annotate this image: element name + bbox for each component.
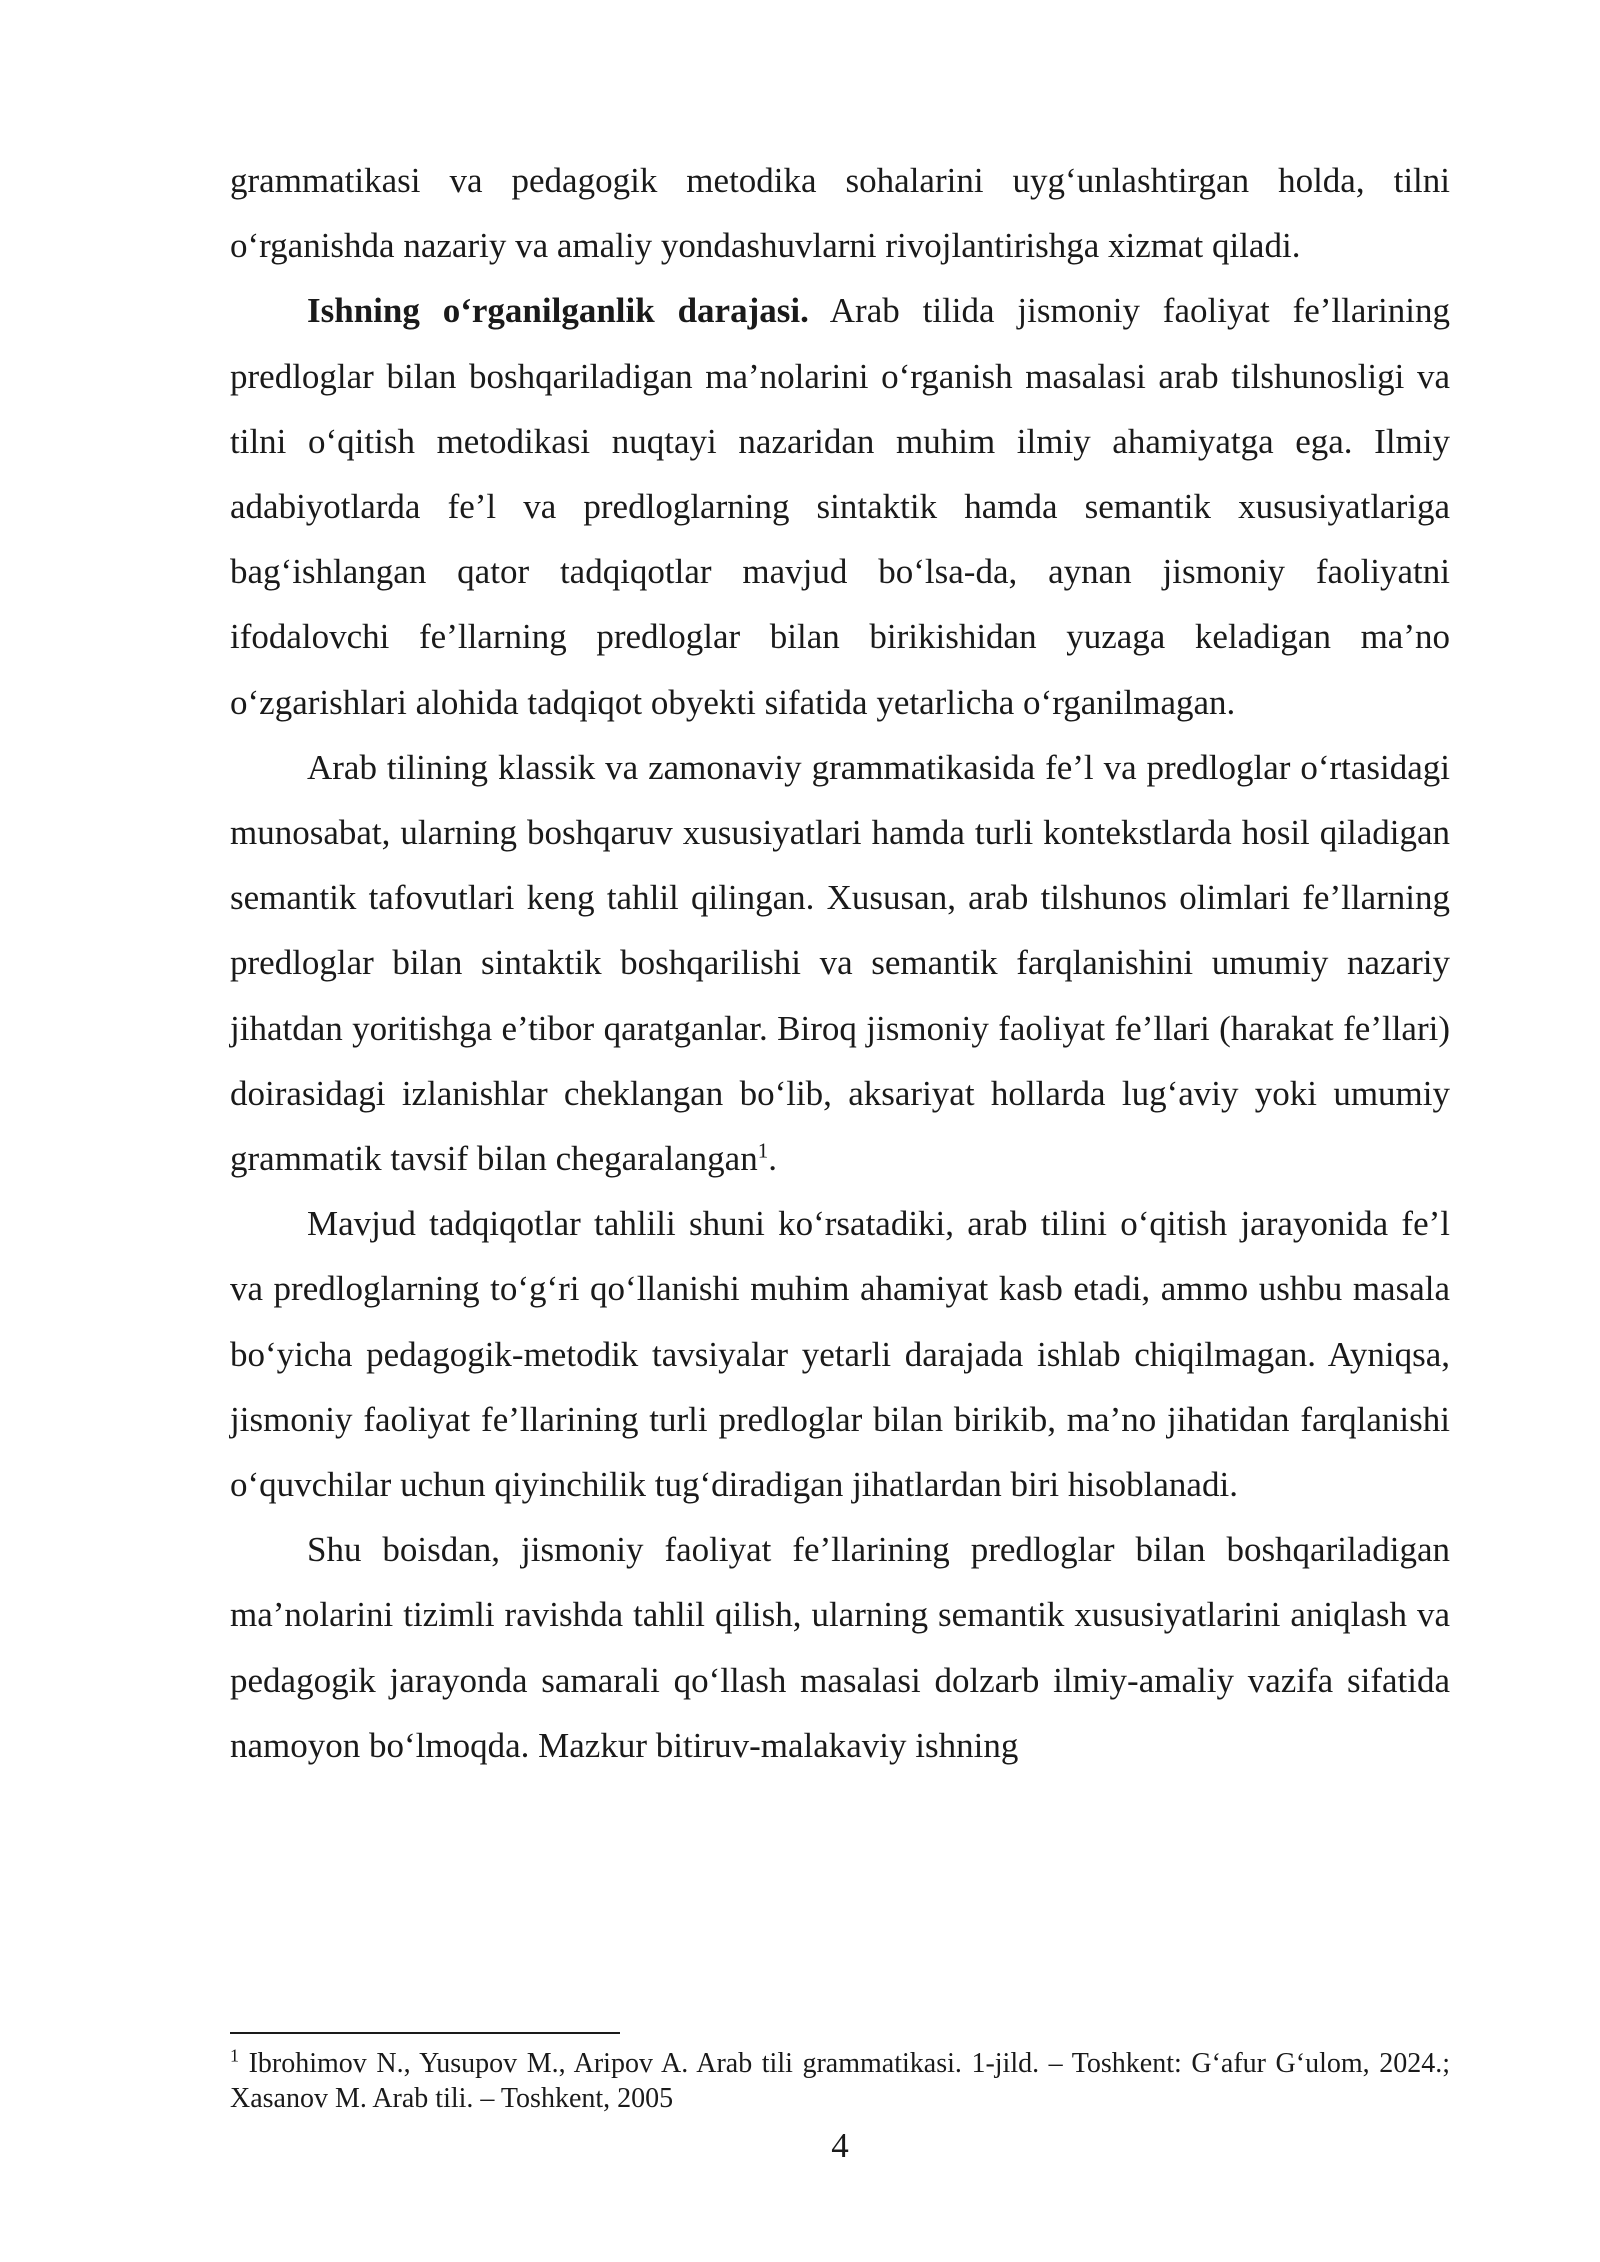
paragraph-text: Arab tilining klassik va zamonaviy grammatikasida fe’l va predloglar o‘rtasidagi munosabat, ularning boshqaruv xususiyatlari hamda turli kontekstlarda hosil qiladigan semantik tafovutlari keng tahlil qilingan. Xususan, arab tilshunos olimlari fe’llarning predloglar bilan sintaktik boshqarilishi va semantik farqlanishini umumiy nazariy jihatdan yoritishga e’tibor qaratganlar. Biroq jismoniy faoliyat fe’llari (harakat fe’llari) doirasidagi izlanishlar cheklangan bo‘lib, aksariyat hollarda lug‘aviy yoki umumiy grammatik tavsif bilan chegaralangan	[230, 747, 1450, 1179]
footnote-number: 1	[230, 2045, 239, 2066]
footnote-separator	[230, 2032, 620, 2034]
footnote	[230, 2046, 1450, 2116]
body-text	[230, 148, 1450, 1778]
paragraph-text: Shu boisdan, jismoniy faoliyat fe’llarining predloglar bilan boshqariladigan ma’nolarini tizimli ravishda tahlil qilish, ularning semantik xususiyatlarini aniqlash va pedagogik jarayonda samarali qo‘llash masalasi dolzarb ilmiy-amaliy vazifa sifatida namoyon bo‘lmoqda. Mazkur bitiruv-malakaviy ishning	[230, 1530, 1450, 1765]
paragraph-grammar-review	[230, 735, 1450, 1191]
paragraph-continuation	[230, 148, 1450, 278]
paragraph-relevance	[230, 1517, 1450, 1778]
section-heading-inline: Ishning o‘rganilganlik darajasi.	[307, 291, 809, 331]
page-number: 4	[831, 2126, 849, 2165]
footnote-text: Ibrohimov N., Yusupov M., Aripov A. Arab tili grammatikasi. 1-jild. – Toshkent: G‘afur G‘ulom, 2024.; Xasanov M. Arab tili. – Toshkent, 2005	[230, 2048, 1450, 2114]
paragraph-study-level	[230, 278, 1450, 734]
paragraph-analysis	[230, 1191, 1450, 1517]
paragraph-text: Mavjud tadqiqotlar tahlili shuni ko‘rsatadiki, arab tilini o‘qitish jarayonida fe’l va predloglarning to‘g‘ri qo‘llanishi muhim ahamiyat kasb etadi, ammo ushbu masala bo‘yicha pedagogik-metodik tavsiyalar yetarli darajada ishlab chiqilmagan. Ayniqsa, jismoniy faoliyat fe’llarining turli predloglar bilan birikib, ma’no jihatidan farqlanishi o‘quvchilar uchun qiyinchilik tug‘diradigan jihatlardan biri hisoblanadi.	[230, 1204, 1450, 1505]
footnote-reference[interactable]: 1	[757, 1138, 769, 1163]
paragraph-tail: .	[768, 1139, 777, 1179]
paragraph-text: Arab tilida jismoniy faoliyat fe’llarining predloglar bilan boshqariladigan ma’nolarini o‘rganish masalasi arab tilshunosligi va tilni o‘qitish metodikasi nuqtayi nazaridan muhim ilmiy ahamiyatga ega. Ilmiy adabiyotlarda fe’l va predloglarning sintaktik hamda semantik xususiyatlariga bag‘ishlangan qator tadqiqotlar mavjud bo‘lsa-da, aynan jismoniy faoliyatni ifodalovchi fe’llarning predloglar bilan birikishidan yuzaga keladigan ma’no o‘zgarishlari alohida tadqiqot obyekti sifatida yetarlicha o‘rganilmagan.	[230, 291, 1451, 722]
paragraph-text: grammatikasi va pedagogik metodika sohalarini uyg‘unlashtirgan holda, tilni o‘rganishda nazariy va amaliy yondashuvlarni rivojlantirishga xizmat qiladi.	[230, 161, 1450, 266]
